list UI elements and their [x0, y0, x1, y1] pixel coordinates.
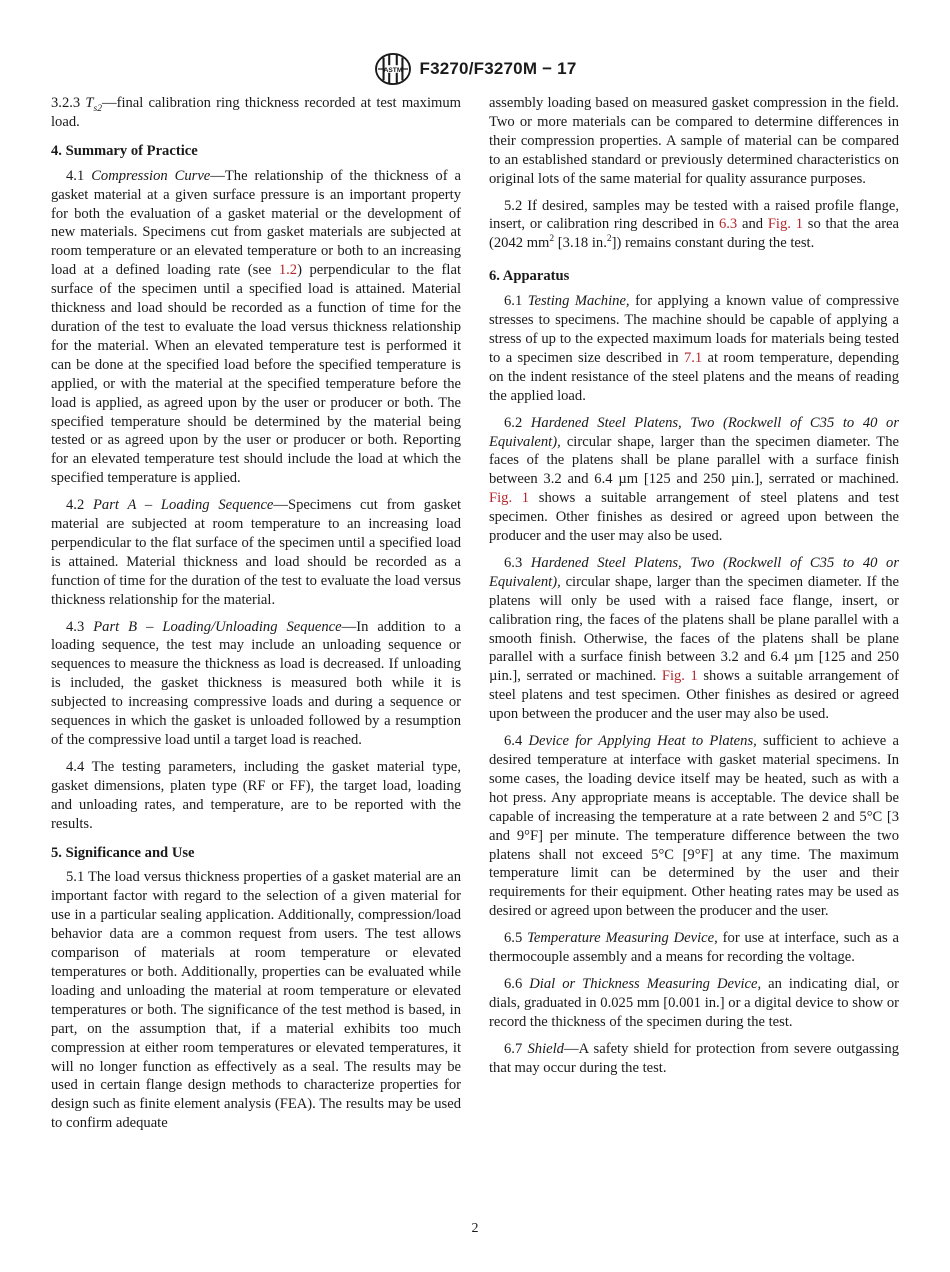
paragraph-6-6: 6.6 Dial or Thickness Measuring Device, an indicating dial, or dials, graduated in 0.025 mm [0.001 in.] or a digital device to show or record the thickness of the specimen during the test. [489, 975, 899, 1030]
paragraph-6-4: 6.4 Device for Applying Heat to Platens, sufficient to achieve a desired temperature at interface with gasket material specimens. In some cases, the loading device itself may be heated, such as with a hot press. Any appropriate means is acceptable. The device shall be capable of increasing the temperature at a rate between 2 and 5°C [3 and 9°F] per minute. The temperature difference between the two platens shall not exceed 5°C [9°F] at any time. The maximum temperature limit can be determined by the user and their requirements for their equipment. Other heating rates may be used as desired or agreed upon between the producer and the user. [489, 733, 899, 920]
paragraph-4-3: 4.3 Part B – Loading/Unloading Sequence—In addition to a loading sequence, the test may include an unloading sequence or sequences to measure the thickness as load is decreased. If unloading is included, the gasket thickness is measured both while it is subjected to increasing compressive loads and during a sequence or sequences in which the gasket is unloaded followed by a resumption of the compressive load until a target load is reached. [51, 618, 461, 748]
paragraph-5-2: 5.2 If desired, samples may be tested with a raised profile flange, insert, or calibration ring described in 6.3 and Fig. 1 so that the area (2042 $mm^2$ [3.18 in.$^2$]) remains constant during the test. [489, 197, 900, 252]
page-header [0, 52, 950, 86]
ref-link-7-1[interactable]: 7.1 [683, 349, 703, 366]
svg-text:ASTM: ASTM [383, 66, 402, 74]
section-heading-summary: 4. Summary of Practice [51, 142, 198, 159]
right-column [489, 94, 899, 1086]
paragraph-6-7: 6.7 Shield—A safety shield for protection from severe outgassing that may occur during the test. [489, 1040, 900, 1076]
paragraph-6-2: 6.2 Hardened Steel Platens, Two (Rockwell of C35 to 40 or Equivalent), circular shape, larger than the specimen diameter. The faces of the platens shall be plane parallel with a surface finish between 3.2 and 6.4 µm [125 and 250 µin.], serrated or machined. Fig. 1 shows a suitable arrangement of steel platens and test specimen. Other finishes as desired or agreed upon between the producer and the user may also be used. [489, 414, 900, 545]
paragraph-6-5: 6.5 Temperature Measuring Device, for use at interface, such as a thermocouple assembly and a means for recording the voltage. [489, 930, 899, 966]
section-heading-apparatus: 6. Apparatus [489, 268, 570, 285]
paragraph-6-1: 6.1 Testing Machine, for applying a known value of compressive stresses to specimens. The machine should be capable of applying a stress of up to the expected maximum loads for materials being tested to a specimen size described in 7.1 at room temperature, depending on the indent resistance of the steel platens and the means of reading the applied load. [489, 293, 899, 404]
page-number: 2 [471, 1221, 479, 1236]
paragraph-5-1-continued: assembly loading based on measured gasket compression in the field. Two or more materials can be compared to determine differences in their compression properties. A sample of material can be compared to an established standard or previously determined characteristics on original lots of the same material for quality assurance purposes. [489, 95, 899, 187]
ref-link-fig-1[interactable]: Fig. 1 [767, 216, 803, 233]
paragraph-3-2-3: 3.2.3 $T_{s2}—final$ calibration ring thickness recorded at test maximum load. [51, 95, 462, 130]
section-heading-significance: 5. Significance and Use [51, 844, 195, 861]
ref-link-fig-1[interactable]: Fig. 1 [661, 668, 698, 685]
ref-link-1-2[interactable]: 1.2 [278, 262, 298, 279]
ref-link-fig-1[interactable]: Fig. 1 [489, 490, 530, 507]
ref-link-6-3[interactable]: 6.3 [718, 216, 738, 233]
paragraph-4-1: 4.1 Compression Curve—The relationship of the thickness of a gasket material at a given surface pressure is an important property for both the evaluation of a gasket material or the development of new materials. Specimens cut from gasket materials are subjected at room temperature or an elevated temperature or both to an increasing load at a defined loading rate (see 1.2) perpendicular to the flat surface of the specimen until a specified load is attained. Material thickness and load should be recorded as a function of time for the duration of the test to evaluate the load versus thickness relationship for the material. When an elevated temperature test is performed it can be done at the specified load before the specified temperature is applied, or with the material at the specified temperature before the load is applied, as agreed upon by the user or producer or both. The specified temperature should be determined by the material being tested or as agreed upon by the user or producer or both. Reporting for an elevated temperature test should include the load at which the specified temperature is applied. [51, 167, 461, 487]
paragraph-6-3: 6.3 Hardened Steel Platens, Two (Rockwell of C35 to 40 or Equivalent), circular shape, larger than the specimen diameter. If the platens will only be used with a raised face flange, insert, or calibration ring, the faces of the platens shall be plane parallel with a smooth finish. Otherwise, the faces of the platens shall be plane parallel with a surface finish between 3.2 and 6.4 µm [125 and 250 µin.], serrated or machined. Fig. 1 shows a suitable arrangement of steel platens and test specimen. Other finishes as desired or agreed upon between the producer and the user may also be used. [489, 554, 900, 723]
paragraph-4-4: 4.4 The testing parameters, including the gasket material type, gasket dimensions, platen type (RF or FF), the target load, loading and unloading rates, and temperature, are to be reported with the results. [51, 758, 461, 832]
left-column [51, 94, 461, 1141]
standard-designation: F3270/F3270M − 17 [419, 59, 577, 78]
paragraph-5-1: 5.1 The load versus thickness properties of a gasket material are an important factor with regard to the selection of a given material for use in a particular sealing application. Additionally, compression/load behavior data are a common request from users. The test allows comparison of materials at room temperature or elevated temperatures or both. Additionally, properties can be evaluated while loading and unloading the material at room temperature or elevated temperatures or both. The significance of the test method is based, in part, on the assumption that, if a material exhibits too much compression at either room temperatures or elevated temperatures, it will no longer function as effectively as a seal. The results may be used in certain flange design methods to characterize properties for design such as finite element analysis (FEA). The results may be used to confirm adequate [51, 869, 461, 1132]
astm-logo-icon [374, 52, 412, 86]
paragraph-4-2: 4.2 Part A – Loading Sequence—Specimens cut from gasket material are subjected at room temperature to an increasing load perpendicular to the flat surface of the specimen until a specified load is attained. Material thickness and load should be recorded as a function of time for the duration of the test to evaluate the load versus thickness relationship for the material. [51, 497, 461, 608]
